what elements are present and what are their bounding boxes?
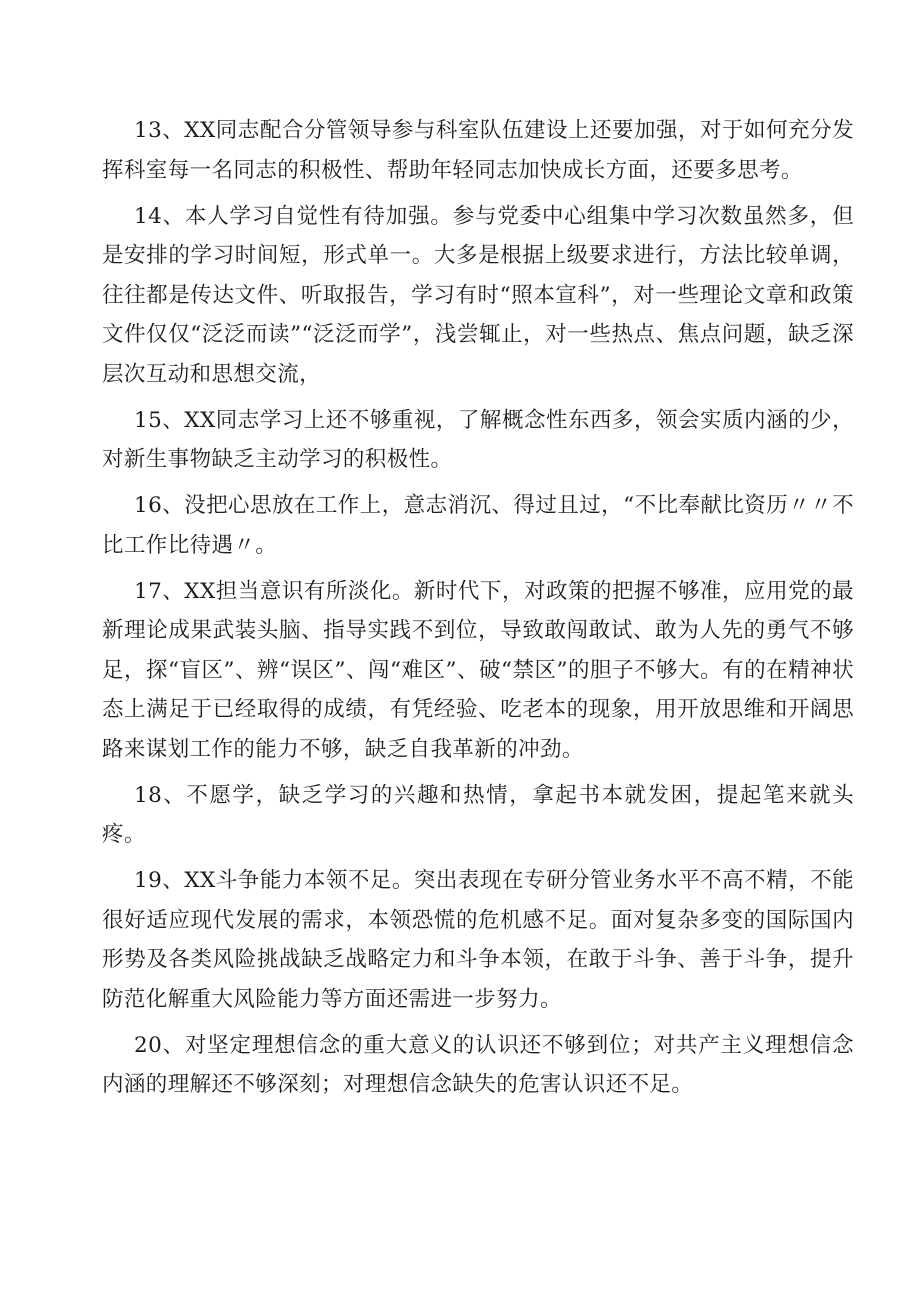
paragraph-18: 18、不愿学，缺乏学习的兴趣和热情，拿起书本就发困，提起笔来就头疼。	[102, 782, 854, 847]
paragraph-16: 16、没把心思放在工作上，意志消沉、得过且过，“不比奉献比资历〃〃不比工作比待遇〃。	[102, 493, 854, 558]
paragraph-15: 15、XX同志学习上还不够重视，了解概念性东西多，领会实质内涵的少，对新生事物缺乏主动学习的积极性。	[102, 407, 854, 472]
paragraph-13: 13、XX同志配合分管领导参与科室队伍建设上还要加强，对于如何充分发挥科室每一名同志的积极性、帮助年轻同志加快成长方面，还要多思考。	[102, 118, 854, 183]
paragraph-17: 17、XX担当意识有所淡化。新时代下，对政策的把握不够准，应用党的最新理论成果武装头脑、指导实践不到位，导致敢闯敢试、敢为人先的勇气不够足，探“盲区”、辨“误区”、闯“难区”、破“禁区”的胆子不够大。有的在精神状态上满足于已经取得的成绩，有凭经验、吃老本的现象，用开放思维和开阔思路来谋划工作的能力不够，缺乏自我革新的冲劲。	[102, 578, 854, 762]
paragraph-14: 14、本人学习自觉性有待加强。参与党委中心组集中学习次数虽然多，但是安排的学习时间短，形式单一。大多是根据上级要求进行，方法比较单调，往往都是传达文件、听取报告，学习有时“照本宣科”，对一些理论文章和政策文件仅仅“泛泛而读”“泛泛而学”，浅尝辄止，对一些热点、焦点问题，缺乏深层次互动和思想交流，	[102, 203, 854, 387]
document-body	[102, 111, 854, 1111]
paragraph-20: 20、对坚定理想信念的重大意义的认识还不够到位；对共产主义理想信念内涵的理解还不够深刻；对理想信念缺失的危害认识还不足。	[102, 1032, 854, 1097]
paragraph-19: 19、XX斗争能力本领不足。突出表现在专研分管业务水平不高不精，不能很好适应现代发展的需求，本领恐慌的危机感不足。面对复杂多变的国际国内形势及各类风险挑战缺乏战略定力和斗争本领，在敢于斗争、善于斗争，提升防范化解重大风险能力等方面还需进一步努力。	[102, 868, 854, 1012]
